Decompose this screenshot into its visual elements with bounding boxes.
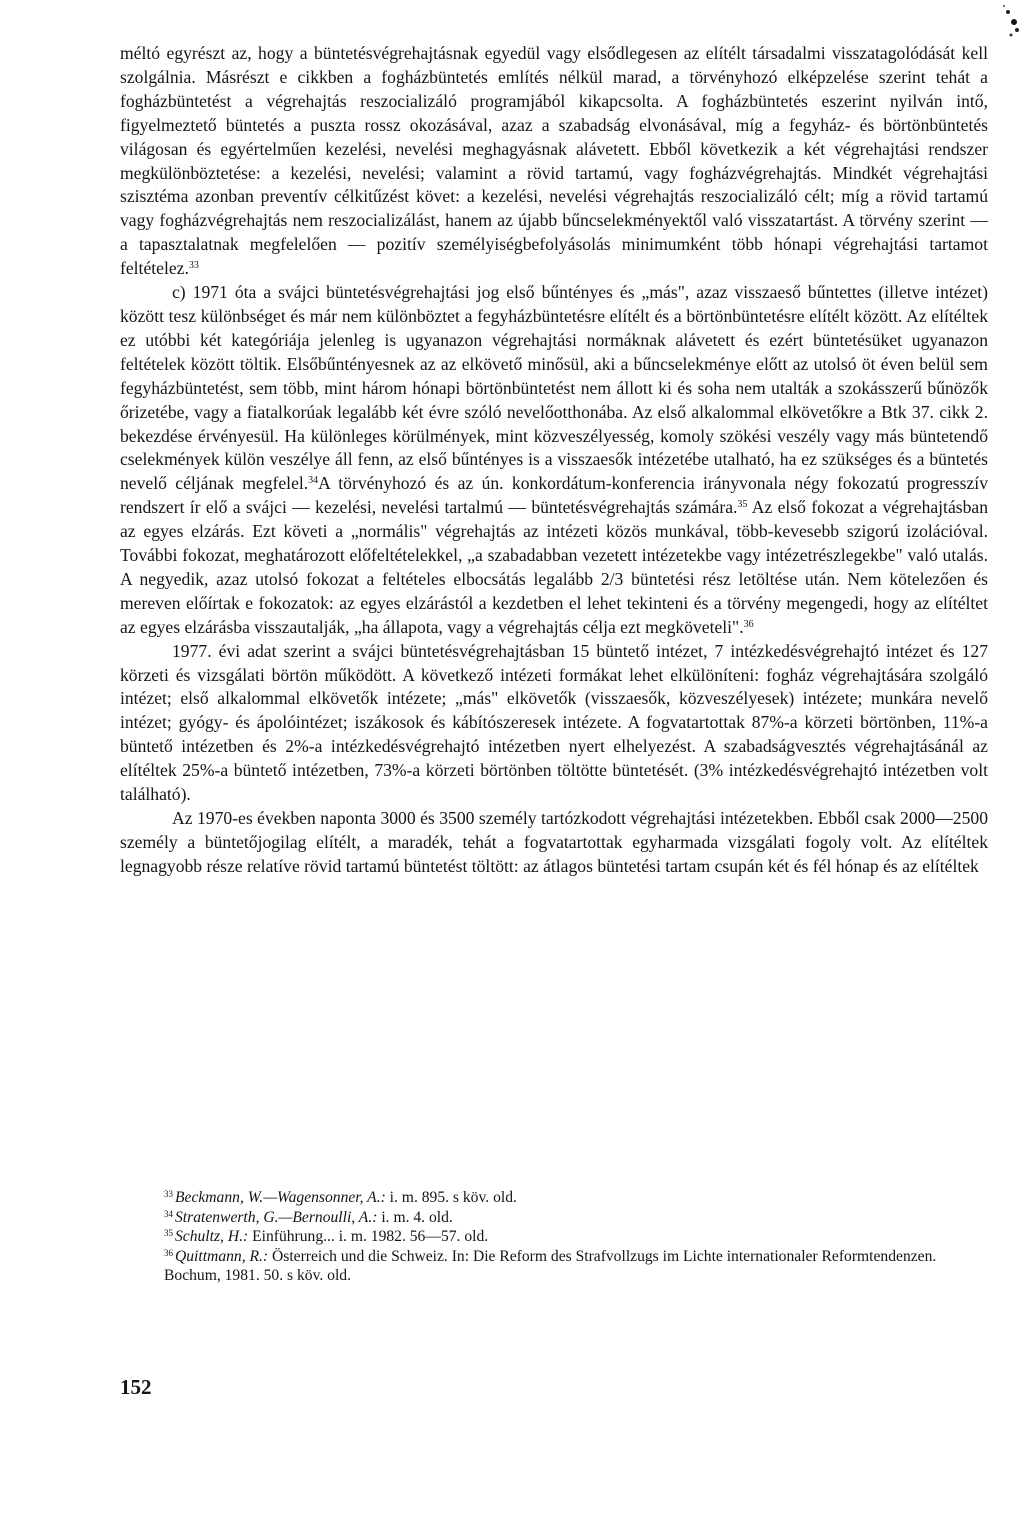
footnote-number: 34	[164, 1208, 173, 1219]
footnote-number: 35	[164, 1228, 173, 1239]
paragraph-2-text: c) 1971 óta a svájci büntetésvégrehajtási jog első bűntényes és „más", azaz visszaeső bűntettes (illetve intézet) között tesz különbséget és már nem különböztet a fegyházbüntetésre elítélt és a börtönbüntetésre elítélt között. Az elítéltek ez utóbbi két kategóriája jelenleg is ugyanazon végrehajtási normáknak alávetett és ezért büntetésüket ugyanazon feltételek között töltik. Elsőbűntényesnek az az elkövető minősül, aki a bűncselekménye előtt az utolsó öt éven belül sem fegyházbüntetést, sem több, mint három hónapi börtönbüntetést nem állott ki és soha nem utalták a szokásszerű bűnözők őrizetébe, vagy a fiatalkorúak legalább két évre szóló nevelőotthonába. Az első alkalommal elkövetőkre a Btk 37. cikk 2. bekezdése érvényesül. Ha különleges körülmények, mint közveszélyesség, komoly szökési veszély vagy más büntetendő cselekmények külön veszélye áll fenn, az első bűntényes is a visszaesők intézetébe utalható, ha ez szükséges és a büntetés nevelő céljának megfelel.	[120, 282, 988, 494]
page-number: 152	[120, 1375, 152, 1399]
paragraph-2-text-c: Az első fokozat a végrehajtásban az egyes elzárás. Ezt követi a „normális" végrehajtás az intézeti közös munkával, több-kevesebb szigorú izolációval. További fokozat, meghatározott előfeltételekkel, „a szabadabban vezetett intézetekbe vagy intézetrészlegekbe" való utalás. A negyedik, azaz utolsó fokozat a feltételes elbocsátás legalább 2/3 büntetési rész letöltése után. Nem kötelezően és mereven előírtak e fokozatok: az egyes elzárástól a kezdetben el lehet tekinteni és a törvény megengedi, hogy az elítéltet az egyes elzárásba visszautalják, „ha állapota, vagy a végrehajtás célja ezt megköveteli".	[120, 497, 989, 637]
footnote-33	[120, 1188, 988, 1208]
paragraph-4: Az 1970-es években naponta 3000 és 3500 személy tartózkodott végrehajtási intézetekben. Ebből csak 2000—2500 személy a büntetőjogilag elítélt, a maradék, tehát a fogvatartottak egyharmada vizsgálati fogoly volt. Az elítéltek legnagyobb része relatíve rövid tartamú büntetést töltött: az átlagos büntetési tartam csupán két és fél hónap és az elítéltek	[120, 808, 988, 876]
footnote-text: i. m. 895. s köv. old.	[385, 1189, 517, 1206]
body-text	[120, 42, 988, 879]
footnote-number: 36	[164, 1247, 173, 1258]
footnote-ref-34: 34	[308, 475, 319, 487]
footnote-35	[120, 1227, 988, 1247]
footnote-ref-36: 36	[743, 618, 754, 630]
paragraph-1	[120, 42, 988, 281]
footnote-author: Stratenwerth, G.—Bernoulli, A.:	[175, 1208, 378, 1226]
footnote-author: Quittmann, R.:	[175, 1247, 269, 1265]
paragraph-1-text: méltó egyrészt az, hogy a büntetésvégrehajtásnak egyedül vagy elsődlegesen az elítélt társadalmi visszatagolódását kell szolgálnia. Másrészt e cikkben a fogházbüntetés említés nélkül marad, a törvényhozó elképzelése szerint tehát a fogházbüntetést a végrehajtás reszocializáló programjából kikapcsolta. A fogházbüntetés eszerint nyilván intő, figyelmeztető büntetés a puszta rossz okozásával, azaz a szabadság elvonásával, míg a fegyház- és börtönbüntetés világosan és egyértelműen kezelési, nevelési meghagyásnak alávetett. Ebből következik a két végrehajtási rendszer megkülönböztetése: a kezelési, nevelési; valamint a rövid tartamú, vagy fogházvégrehajtás. Mindkét végrehajtási szisztéma azonban preventív célkitűzést követ: a kezelési, nevelési végrehajtás reszocializáló célt; míg a rövid tartamú vagy fogházvégrehajtás nem reszocializálást, hanem az újabb bűncselekményektől való visszatartást. A törvény szerint — a tapasztalatnak megfelelően — pozitív személyiségbefolyásolás minimumként több hónapi végrehajtási tartamot feltételez.	[120, 43, 988, 279]
footnotes	[120, 1188, 988, 1286]
footnote-author: Schultz, H.:	[175, 1228, 249, 1246]
footnote-ref-35: 35	[737, 499, 748, 511]
footnote-ref-33: 33	[188, 260, 199, 272]
footnote-number: 33	[164, 1189, 173, 1199]
footnote-36	[120, 1247, 988, 1286]
footnote-text: i. m. 4. old.	[377, 1208, 453, 1226]
footnote-text: Einführung... i. m. 1982. 56—57. old.	[248, 1228, 489, 1246]
paragraph-3: 1977. évi adat szerint a svájci büntetésvégrehajtásban 15 büntető intézet, 7 intézkedésvégrehajtó intézet és 127 körzeti és vizsgálati börtön működött. A következő intézeti formákat lehet elkülöníteni: fogház végrehajtására szolgáló intézet; első alkalommal elkövetők intézete; „más" elkövetők (visszaesők, közveszélyesek) intézete; munkára nevelő intézet; gyógy- és ápolóintézet; iszákosok és kábítószeresek intézete. A fogvatartottak 87%-a körzeti börtönben, 11%-a büntető intézetben és 2%-a intézkedésvégrehajtó intézetben nyert elhelyezést. A szabadságvesztés végrehajtásánál az elítéltek 25%-a büntető intézetben, 73%-a körzeti börtönben töltötte büntetését. (3% intézkedésvégrehajtó intézetben volt található).	[120, 640, 988, 805]
footnote-text: Österreich und die Schweiz. In: Die Reform des Strafvollzugs im Lichte internationaler Reformtendenzen. Bochum, 1981. 50. s köv. old.	[164, 1247, 937, 1285]
footnote-34	[120, 1208, 988, 1228]
footnote-author: Beckmann, W.—Wagensonner, A.:	[175, 1189, 386, 1206]
paragraph-2	[120, 281, 988, 640]
paragraph-2-text-b: A törvényhozó és az ún. konkordátum-konferencia irányvonala négy fokozatú progresszív rendszert ír elő a svájci — kezelési, nevelési tartalmú — büntetésvégrehajtás számára.	[120, 473, 988, 518]
